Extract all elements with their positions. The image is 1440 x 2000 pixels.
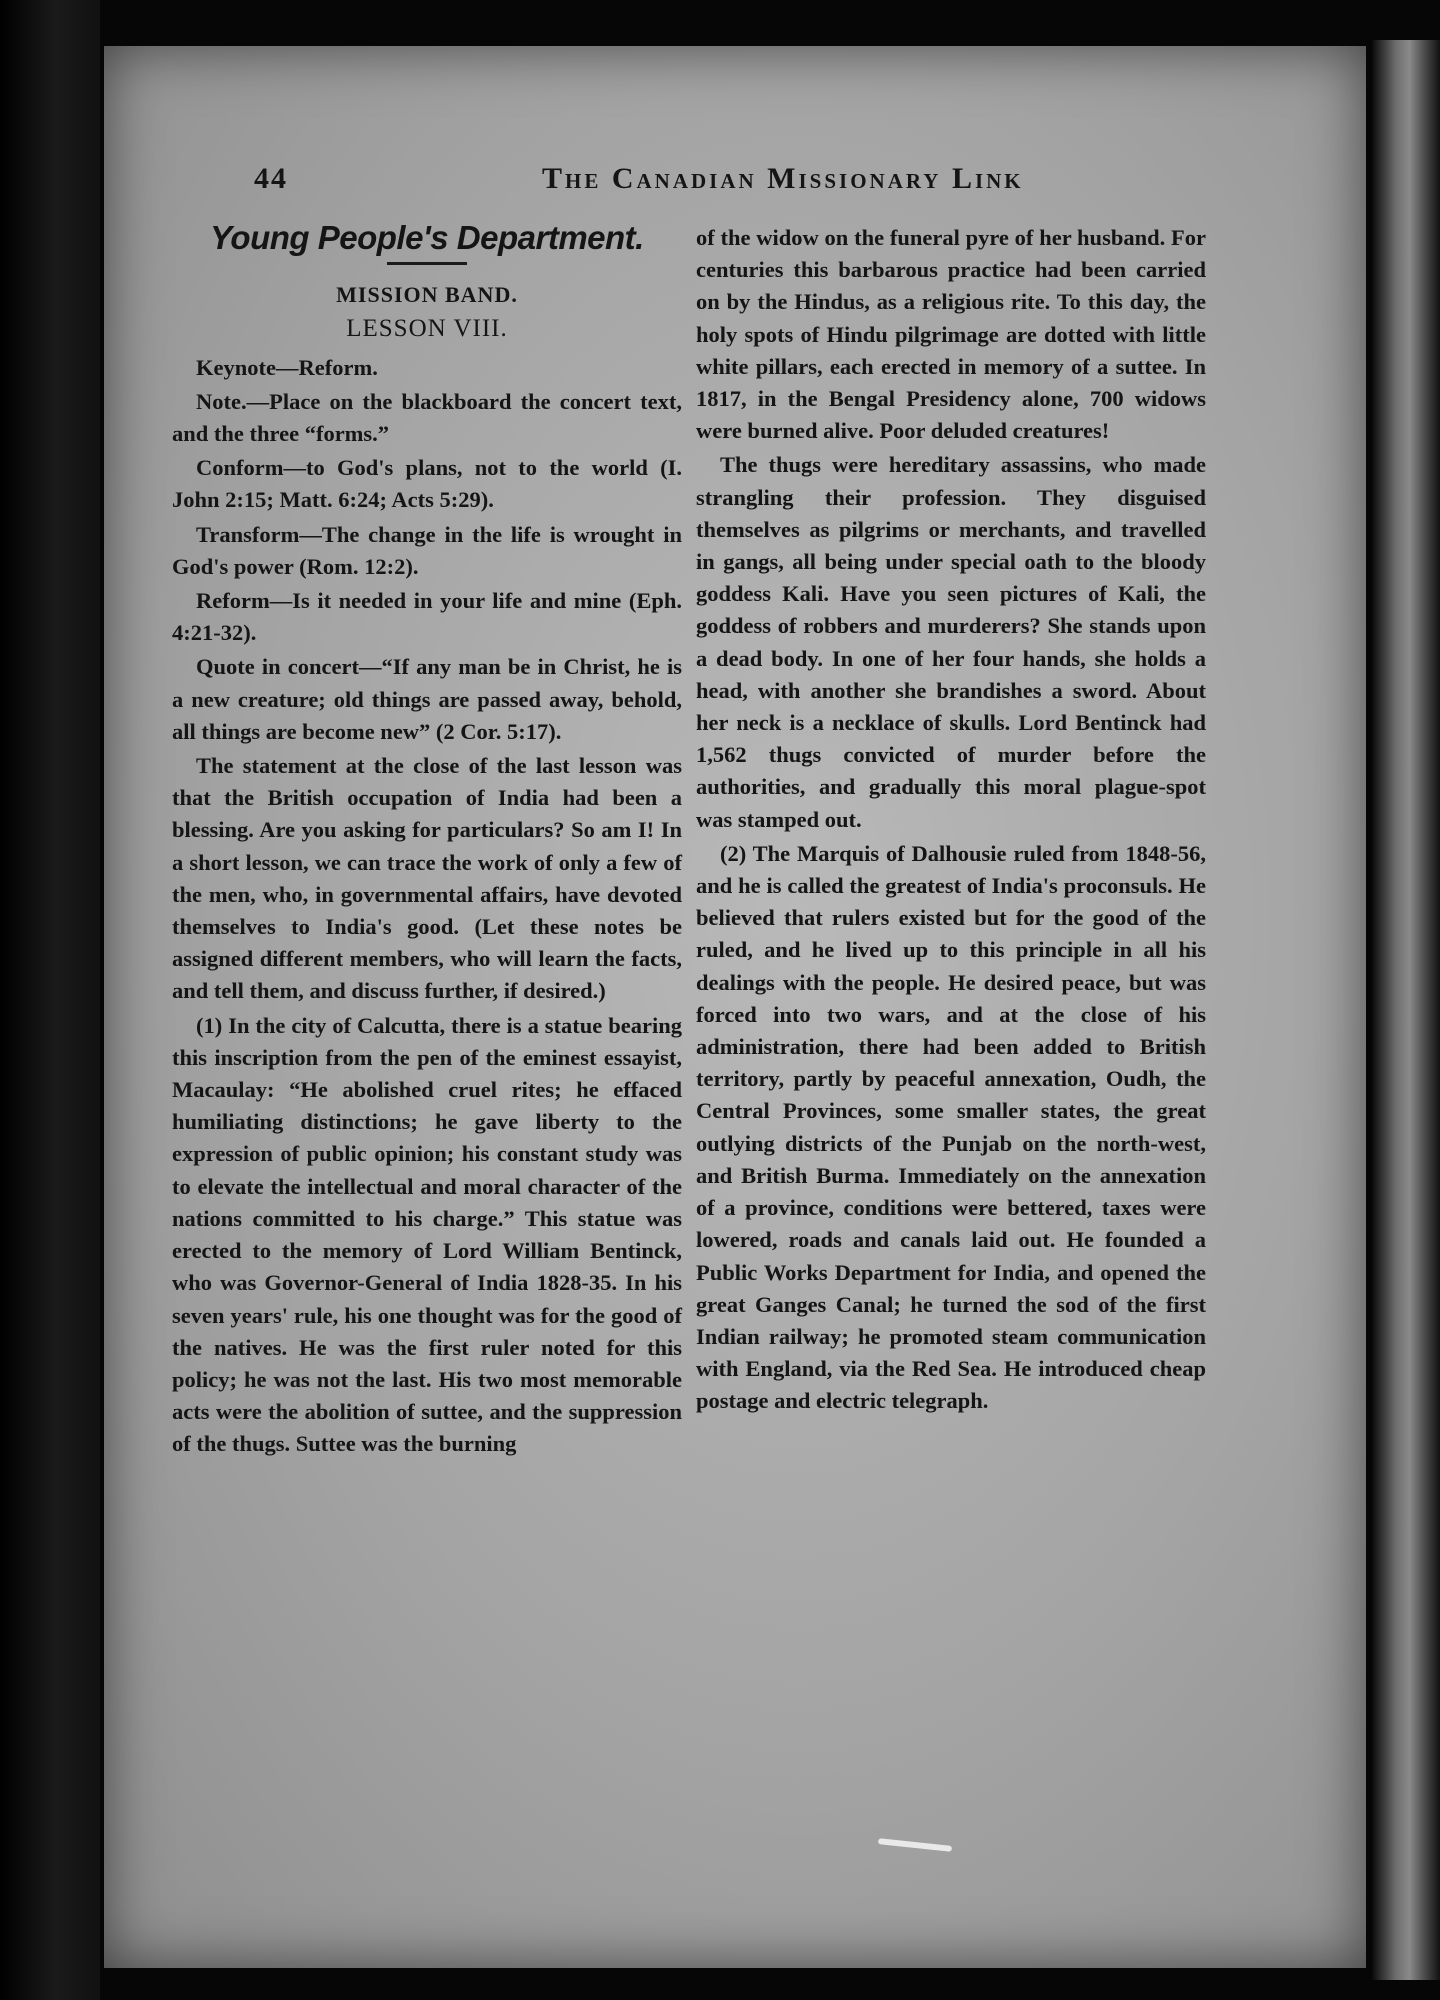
page-header <box>254 162 1254 202</box>
title-rule <box>387 262 467 265</box>
section-heading: MISSION BAND. <box>336 282 518 308</box>
running-title: The Canadian Missionary Link <box>542 162 1024 195</box>
scan-right-edge <box>1372 40 1440 1980</box>
paragraph-thugs: The thugs were hereditary assassins, who made strangling their profession. They disguised themselves as pilgrims or merchants, and travelled in gangs, all being under special oath to the bloody goddess Kali. Have you seen pictures of Kali, the goddess of robbers and murderers? She stands upon a dead body. In one of her four hands, she holds a head, with another she brandishes a sword. About her neck is a necklace of skulls. Lord Bentinck had 1,562 thugs convicted of murder before the authorities, and gradually this moral plague-spot was stamped out. <box>696 452 1206 832</box>
paragraph-statement: The statement at the close of the last lesson was that the British occupation of India had been a blessing. Are you asking for particulars? So am I! In a short lesson, we can trace the work of only a few of the men, who, in governmental affairs, have devoted themselves to India's good. (Let these notes be assigned different members, who will learn the facts, and tell them, and discuss further, if desired.) <box>172 753 682 1004</box>
paragraph-keynote: Keynote—Reform. <box>196 354 378 380</box>
page-number: 44 <box>254 162 288 195</box>
paragraph-widow: of the widow on the funeral pyre of her husband. For centuries this barbarous practice had been carried on by the Hindus, as a religious rite. To this day, the holy spots of Hindu pilgrimage are dotted with little white pillars, each erected in memory of a suttee. In 1817, in the Bengal Presidency alone, 700 widows were burned alive. Poor deluded creatures! <box>696 225 1206 444</box>
right-column <box>696 222 1206 1418</box>
paragraph-note: Note.—Place on the blackboard the concert text, and the three “forms.” <box>172 388 682 447</box>
paragraph-quote: Quote in concert—“If any man be in Christ, he is a new creature; old things are passed away, behold, all things are become new” (2 Cor. 5:17). <box>172 654 682 744</box>
paragraph-transform: Transform—The change in the life is wrought in God's power (Rom. 12:2). <box>172 521 682 579</box>
lesson-heading: LESSON VIII. <box>346 315 508 343</box>
paragraph-conform: Conform—to God's plans, not to the world (I. John 2:15; Matt. 6:24; Acts 5:29). <box>172 455 682 513</box>
left-column <box>172 219 682 1461</box>
paragraph-dalhousie: (2) The Marquis of Dalhousie ruled from 1848-56, and he is called the greatest of India's proconsuls. He believed that rulers existed but for the good of the ruled, and he lived up to this principle in all his dealings with the people. He desired peace, but was forced into two wars, and at the close of his administration, there had been added to British territory, partly by peaceful annexation, Oudh, the Central Provinces, some smaller states, the great outlying districts of the Punjab on the north-west, and British Burma. Immediately on the annexation of a province, conditions were bettered, taxes were lowered, roads and canals laid out. He founded a Public Works Department for India, and opened the great Ganges Canal; he turned the sod of the first Indian railway; he promoted steam communication with England, via the Red Sea. He introduced cheap postage and electric telegraph. <box>696 840 1206 1414</box>
paragraph-calcutta: (1) In the city of Calcutta, there is a statue bearing this inscription from the pen of the eminest essayist, Macaulay: “He abolished cruel rites; he effaced humiliating distinctions; he gave liberty to the expression of public opinion; his constant study was to elevate the intellectual and moral character of the nations committed to his charge.” This statue was erected to the memory of Lord William Bentinck, who was Governor-General of India 1828-35. In his seven years' rule, his one thought was for the good of the natives. He was the first ruler noted for this policy; he was not the last. His two most memorable acts were the abolition of suttee, and the suppression of the thugs. Suttee was the burning <box>172 1012 682 1457</box>
paragraph-reform: Reform—Is it needed in your life and mine (Eph. 4:21-32). <box>172 588 682 646</box>
department-title: Young People's Department. <box>210 219 644 256</box>
scan-left-edge <box>0 0 100 2000</box>
